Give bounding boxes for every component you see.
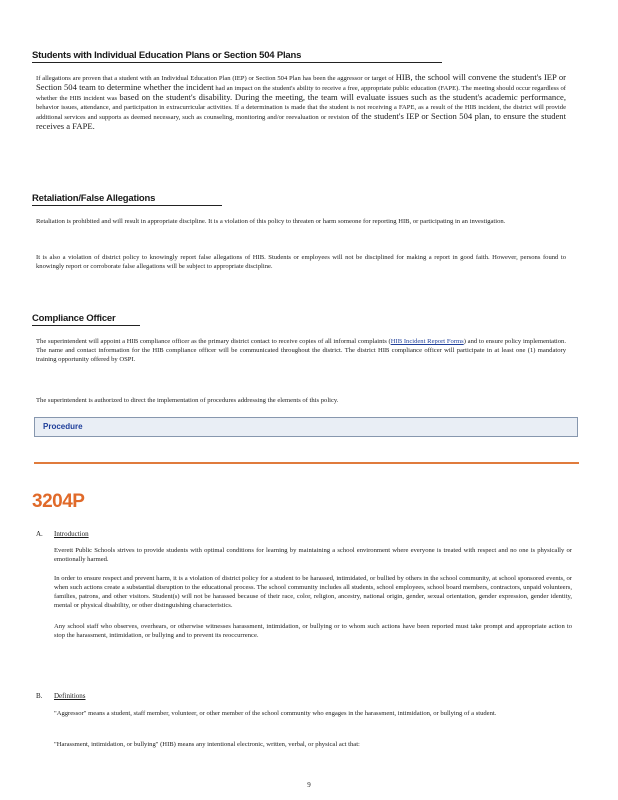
iep-text-b: HIB, the school will convene the student's IEP or Section 504 team to determine whether the incident [36, 72, 566, 93]
iep-text-g: of the student's IEP or Section 504 plan, to ensure the student receives a FAPE. [36, 111, 566, 132]
compliance-text-a: The superintendent will appoint a HIB compliance officer as the primary district contact to receive copies of all informal complaints ( [36, 338, 391, 345]
section-a-paragraph-2: In order to ensure respect and prevent harm, it is a violation of district policy for a student to be harassed, intimidated, or bullied by others in the school community, at school sponsored events, or when such actions create a substantial disruption to the educational process. The school community includes all students, school employees, school board members, contractors, unpaid volunteers, families, patrons, and other visitors. Student(s) will not be harassed because of their race, color, religion, ancestry, national origin, gender, sexual orientation, gender expression, gender identity, mental or physical disability, or other distinguishing characteristics. [54, 575, 572, 610]
section-b-title [36, 692, 86, 700]
iep-text-d: ability to receive a free, appropriate public education (FAPE). The meeting should occur regardless of whether the HIB incident was [36, 85, 566, 103]
section-b-letter: B. [36, 692, 43, 700]
iep-text-e: based on the student's disability. During the meeting, the team will evaluate issues such as the student's academic performance, [119, 92, 566, 103]
iep-text-a: If allegations are proven that a student with an Individual Education Plan (IEP) or Section 504 Plan has been the aggressor or target of [36, 75, 394, 82]
compliance-paragraph-1 [36, 337, 566, 364]
procedure-code: 3204P [32, 491, 85, 512]
section-a-title [36, 530, 89, 538]
iep-paragraph [36, 73, 566, 133]
section-heading-iep: Students with Individual Education Plans or Section 504 Plans [32, 50, 442, 63]
section-a-paragraph-1: Everett Public Schools strives to provide students with optimal conditions for learning by maintaining a school environment where everyone is treated with respect and no one is physically or emotionally harmed. [54, 547, 572, 564]
section-a-letter: A. [36, 530, 43, 538]
orange-divider [34, 462, 579, 464]
section-heading-compliance: Compliance Officer [32, 313, 140, 326]
iep-text-c: had an impact on the student's [215, 85, 296, 93]
section-heading-retaliation: Retaliation/False Allegations [32, 193, 222, 206]
compliance-paragraph-2: The superintendent is authorized to direct the implementation of procedures addressing the elements of this policy. [36, 397, 339, 404]
procedure-label: Procedure [43, 422, 83, 431]
compliance-text-b: ) and to ensure policy implementation. The name and contact information for the HIB compliance officer will be communicated throughout the district. The district HIB compliance officer will participate in at least one (1) mandatory training opportunity offered by OSPI. [36, 338, 566, 364]
section-a-paragraph-3: Any school staff who observes, overhears, or otherwise witnesses harassment, intimidation, or bullying or to whom such actions have been reported must take prompt and appropriate action to stop the harassment, intimidation, or bullying and to prevent its reoccurrence. [54, 623, 572, 640]
section-b-paragraph-2: "Harassment, intimidation, or bullying" (HIB) means any intentional electronic, written, verbal, or physical act that: [54, 741, 360, 748]
retaliation-paragraph-1: Retaliation is prohibited and will result in appropriate discipline. It is a violation of this policy to threaten or harm someone for reporting HIB, or participating in an investigation. [36, 218, 506, 225]
section-b-title-text: Definitions [54, 692, 86, 700]
hib-incident-report-forms-link[interactable]: HIB Incident Report Forms [390, 338, 464, 345]
section-a-title-text: Introduction [54, 530, 89, 538]
retaliation-paragraph-2: It is also a violation of district policy to knowingly report false allegations of HIB. Students or employees will not be disciplined for making a report in good faith. However, persons found to knowingly report or corroborate false allegations will be subject to appropriate discipline. [36, 254, 566, 271]
procedure-box [34, 417, 578, 437]
section-b-paragraph-1: "Aggressor" means a student, staff member, volunteer, or other member of the school community who engages in the harassment, intimidation, or bullying of a student. [54, 710, 497, 717]
iep-text-f: behavior issues, attendance, and participation in extracurricular activities. If a determination is made that the student is not receiving a FAPE, as a result of the HIB incident, the district will provide additional services and supports as deemed necessary, such as counseling, monitoring and/or reevaluation or revision [36, 104, 566, 122]
page-number: 9 [307, 781, 311, 789]
